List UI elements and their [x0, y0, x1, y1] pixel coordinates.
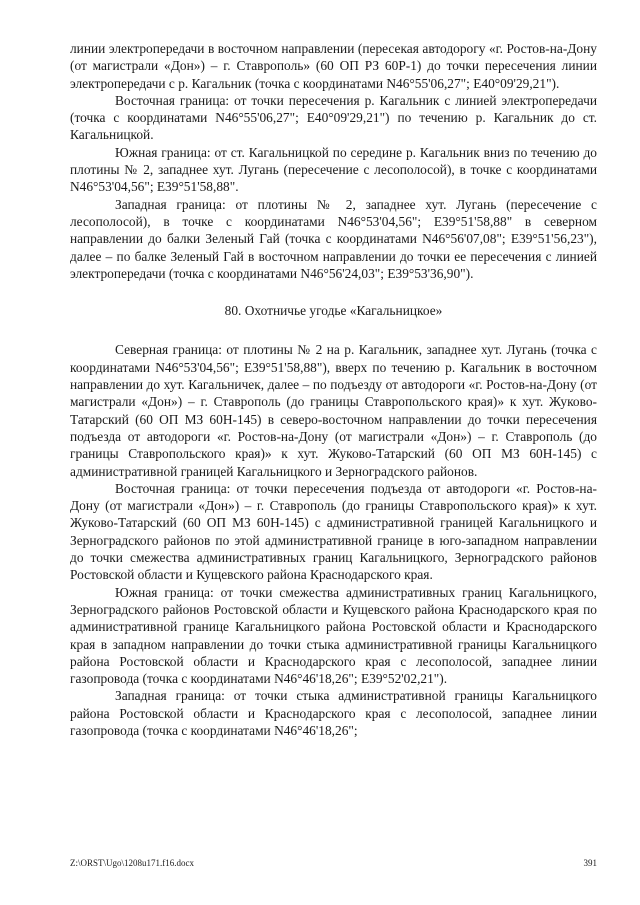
- paragraph-east-boundary-80: Восточная граница: от точки пересечения подъезда от автодороги «г. Ростов-на-Дону (от магистрали «Дон») – г. Ставрополь (до границы Ставропольского края)» к хут. Жуково-Татарский (60 ОП МЗ 60Н-145) с административной границей Кагальницкого и Зерноградского районов по этой административной границе в юго-западном направлении до точки смежества административных границ Кагальницкого, Зерноградского районов Ростовской области и Кущевского района Краснодарского края.: [70, 480, 597, 583]
- paragraph-north-boundary: Северная граница: от плотины № 2 на р. Кагальник, западнее хут. Лугань (точка с координатами N46°53'04,56"; E39°51'58,88"), вверх по течению р. Кагальник в восточном направлении до хут. Кагальничек, далее – по подъезду от автодороги «г. Ростов-на-Дону (от магистрали «Дон») – г. Ставрополь (до границы Ставропольского края)» к хут. Жуково-Татарский (60 ОП МЗ 60Н-145) в северо-восточном направлении до точки пересечения подъезда от автодороги «г. Ростов-на-Дону (от магистрали «Дон») – г. Ставрополь (до границы Ставропольского края)» к хут. Жуково-Татарский (60 ОП МЗ 60Н-145) с административной границей Кагальницкого и Зерноградского районов.: [70, 342, 597, 479]
- footer-page-number: 391: [583, 858, 597, 868]
- paragraph-west-boundary: Западная граница: от плотины № 2, западнее хут. Лугань (пересечение с лесополосой), в точке с координатами N46°53'04,56"; E39°51'58,88" в северном направлении до балки Зеленый Гай (точка с координатами N46°56'07,08"; E39°51'56,23"), далее – по балке Зеленый Гай в восточном направлении до точки ее пересечения с линией электропередачи (точка с координатами N46°56'24,03"; E39°53'36,90").: [70, 196, 597, 281]
- document-page: [70, 40, 597, 739]
- paragraph-west-boundary-80: Западная граница: от точки стыка административной границы Кагальницкого района Ростовской области и Краснодарского края с лесополосой, западнее линии газопровода (точка с координатами N46°46'18,26";: [70, 688, 597, 738]
- footer-file-path: Z:\ORST\Ugo\1208u171.f16.docx: [70, 858, 194, 868]
- paragraph-south-boundary: Южная граница: от ст. Кагальницкой по середине р. Кагальник вниз по течению до плотины № 2, западнее хут. Лугань (пересечение с лесополосой), в точке с координатами N46°53'04,56"; E39°51'58,88".: [70, 144, 597, 195]
- paragraph-east-boundary: Восточная граница: от точки пересечения р. Кагальник с линией электропередачи (точка с координатами N46°55'06,27"; E40°09'29,21") по течению р. Кагальник до ст. Кагальницкой.: [70, 92, 597, 143]
- paragraph-continuation: линии электропередачи в восточном направлении (пересекая автодорогу «г. Ростов-на-Дону (от магистрали «Дон») – г. Ставрополь» (60 ОП РЗ 60Р-1) до точки пересечения линии электропередачи с р. Кагальник (точка с координатами N46°55'06,27"; E40°09'29,21").: [70, 41, 597, 91]
- section-heading: 80. Охотничье угодье «Кагальницкое»: [224, 303, 443, 319]
- paragraph-south-boundary-80: Южная граница: от точки смежества административных границ Кагальницкого, Зерноградского районов Ростовской области и Кущевского района Краснодарского края по административной границе Кагальницкого района Ростовской области и Краснодарского края в западном направлении до точки стыка административной границы Кагальницкого района Ростовской области и Краснодарского края с лесополосой, западнее линии газопровода (точка с координатами N46°46'18,26"; E39°52'02,21").: [70, 584, 597, 687]
